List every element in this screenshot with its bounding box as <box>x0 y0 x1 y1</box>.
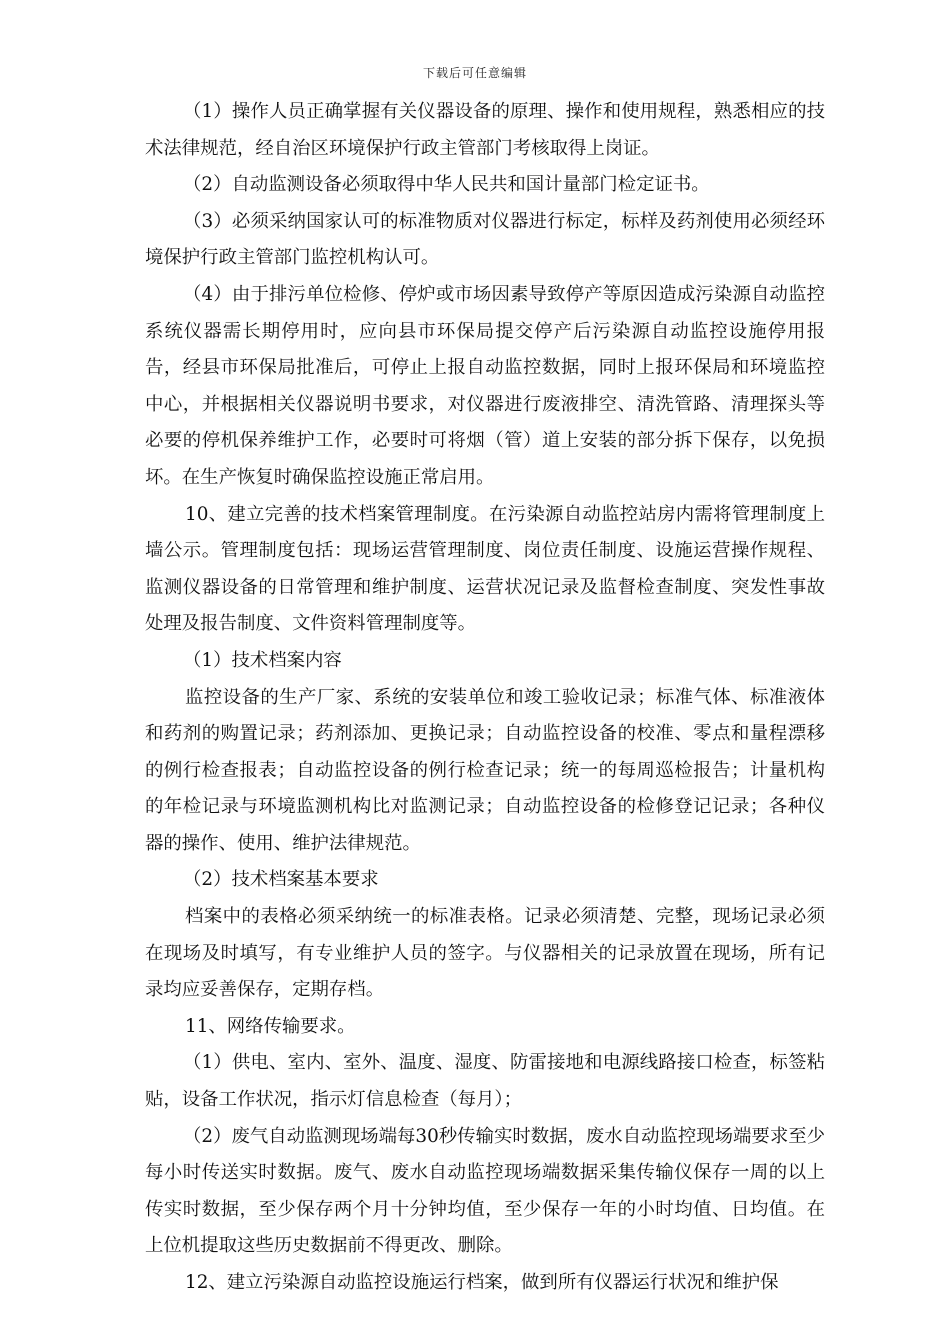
paragraph-archive-requirements: 档案中的表格必须采纳统一的标准表格。记录必须清楚、完整，现场记录必须在现场及时填写，有专业维护人员的签字。与仪器相关的记录放置在现场，所有记录均应妥善保存，定期存档。 <box>145 906 825 1001</box>
document-body <box>145 94 825 1302</box>
page-header: 下载后可任意编辑 <box>422 66 527 80</box>
paragraph-operator-qualification: （1）操作人员正确掌握有关仪器设备的原理、操作和使用规程，熟悉相应的技术法律规范，经自治区环境保护行政主管部门考核取得上岗证。 <box>145 101 825 159</box>
paragraph-archive-contents-heading: （1）技术档案内容 <box>183 649 342 671</box>
paragraph-monthly-check: （1）供电、室内、室外、温度、湿度、防雷接地和电源线路接口检查，标签粘贴，设备工作状况，指示灯信息检查（每月）； <box>145 1052 825 1111</box>
paragraph-certification: （2）自动监测设备必须取得中华人民共和国计量部门检定证书。 <box>183 174 710 196</box>
paragraph-section-12: 12、建立污染源自动监控设施运行档案，做到所有仪器运行状况和维护保 <box>185 1272 779 1293</box>
paragraph-calibration: （3）必须采纳国家认可的标准物质对仪器进行标定，标样及药剂使用必须经环境保护行政主管部门监控机构认可。 <box>145 210 825 269</box>
paragraph-archive-requirements-heading: （2）技术档案基本要求 <box>183 869 379 891</box>
paragraph-archive-contents: 监控设备的生产厂家、系统的安装单位和竣工验收记录；标准气体、标准液体和药剂的购置记录；药剂添加、更换记录；自动监控设备的校准、零点和量程漂移的例行检查报表；自动监控设备的例行检查记录；统一的每周巡检报告；计量机构的年检记录与环境监测机构比对监测记录；自动监控设备的检修登记记录；各种仪器的操作、使用、维护法律规范。 <box>145 686 825 854</box>
paragraph-shutdown-procedure: （4）由于排污单位检修、停炉或市场因素导致停产等原因造成污染源自动监控系统仪器需长期停用时，应向县市环保局提交停产后污染源自动监控设施停用报告，经县市环保局批准后，可停止上报自动监控数据，同时上报环保局和环境监控中心，并根据相关仪器说明书要求，对仪器进行废液排空、清洗管路、清理探头等必要的停机保养维护工作，必要时可将烟（管）道上安装的部分拆下保存，以免损坏。在生产恢复时确保监控设施正常启用。 <box>145 283 825 488</box>
paragraph-data-transmission: （2）废气自动监测现场端每30秒传输实时数据，废水自动监控现场端要求至少每小时传送实时数据。废气、废水自动监控现场端数据采集传输仪保存一周的以上传实时数据，至少保存两个月十分钟均值，至少保存一年的小时均值、日均值。在上位机提取这些历史数据前不得更改、删除。 <box>145 1125 825 1257</box>
paragraph-section-11: 11、网络传输要求。 <box>185 1015 356 1037</box>
paragraph-section-10: 10、建立完善的技术档案管理制度。在污染源自动监控站房内需将管理制度上墙公示。管理制度包括：现场运营管理制度、岗位责任制度、设施运营操作规程、监测仪器设备的日常管理和维护制度、运营状况记录及监督检查制度、突发性事故处理及报告制度、文件资料管理制度等。 <box>145 503 825 635</box>
